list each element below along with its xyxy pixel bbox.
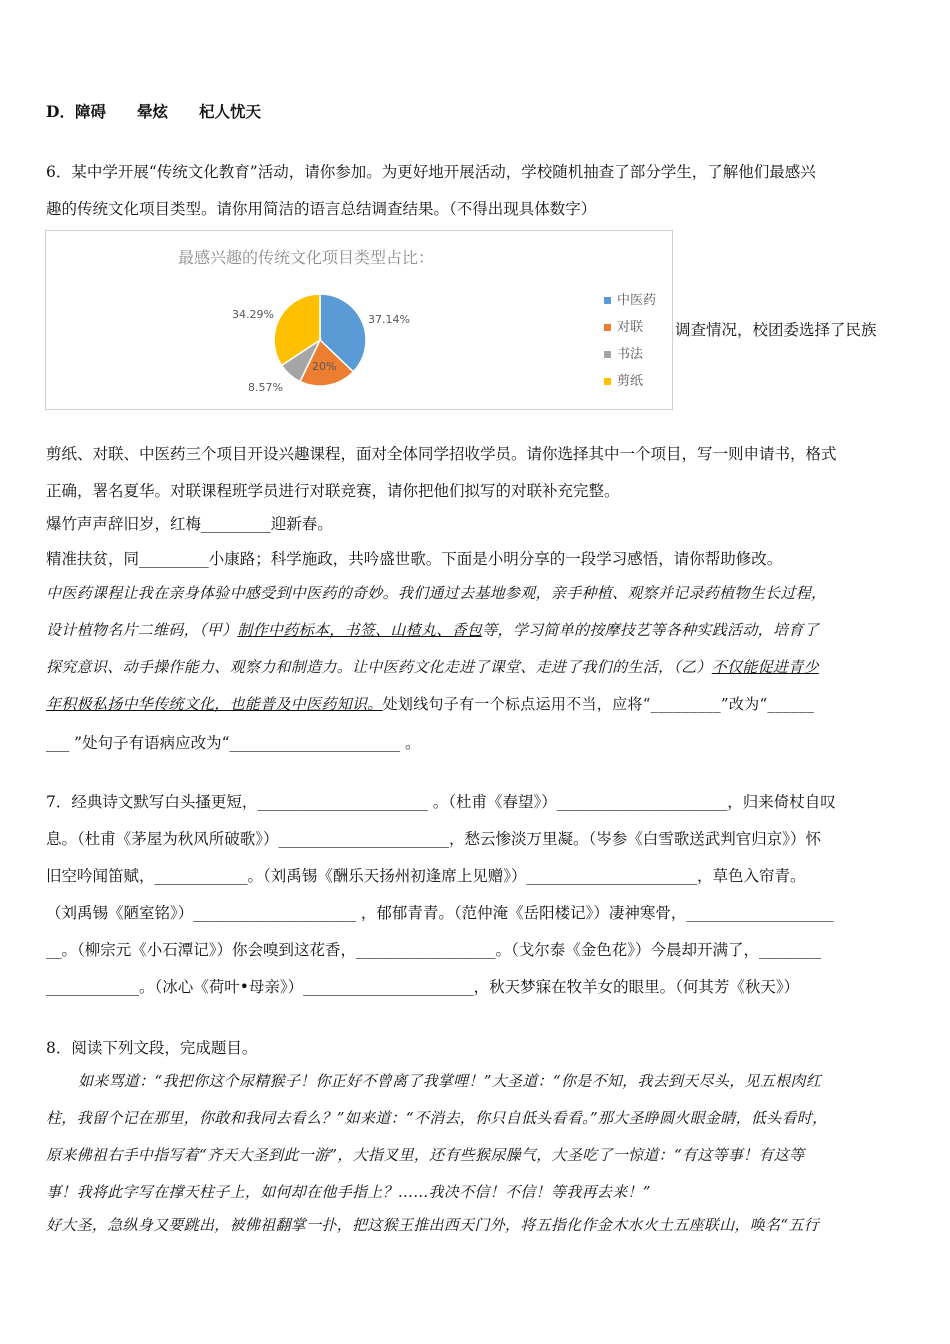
q6-line-1: 6．某中学开展“传统文化教育”活动，请你参加。为更好地开展活动，学校随机抽查了部分学生，了解他们最感兴 bbox=[46, 163, 816, 181]
q7-line-4: （刘禹锡《陋室铭》）_____________________ ，郁郁青青。（范仲淹《岳阳楼记》）凄神寒骨，___________________ bbox=[46, 904, 834, 922]
data-label-zhongyiyao: 37.14% bbox=[368, 313, 410, 326]
underline-yi-1: 不仅能促进青少 bbox=[711, 658, 819, 676]
essay-line-1: 中医药课程让我在亲身体验中感受到中医药的奇妙。我们通过去基地参观，亲手种植、观察并记录药植物生长过程， bbox=[46, 584, 827, 602]
q6-line-3-tail: 调查情况，校团委选择了民族 bbox=[675, 321, 877, 339]
pie-svg bbox=[46, 231, 672, 409]
passage-line-4: 事！我将此字写在撑天柱子上，如何却在他手指上？……我决不信！不信！等我再去来！” bbox=[46, 1183, 651, 1201]
data-label-duilian: 20% bbox=[312, 360, 337, 373]
legend-item-jianzhi: 剪纸 bbox=[604, 370, 643, 389]
data-label-shufa: 8.57% bbox=[248, 381, 283, 394]
q7-line-3: 旧空吟闻笛赋，____________。（刘禹锡《酬乐天扬州初逢席上见赠》）______________________，草色入帘青。 bbox=[46, 867, 806, 885]
q7-line-5: __。（柳宗元《小石潭记》）你会嗅到这花香，__________________。（戈尔泰《金色花》）今晨却开满了，________ bbox=[46, 941, 822, 959]
legend-item-shufa: 书法 bbox=[604, 343, 643, 362]
pie-chart bbox=[45, 230, 673, 410]
q6-line-4: 剪纸、对联、中医药三个项目开设兴趣课程，面对全体同学招收学员。请你选择其中一个项目，写一则申请书，格式 bbox=[46, 445, 837, 463]
underline-yi-2: 年积极私扬中华传统文化，也能普及中医药知识。 bbox=[46, 695, 383, 713]
data-label-jianzhi: 34.29% bbox=[232, 308, 274, 321]
q8-title: 8．阅读下列文段，完成题目。 bbox=[46, 1039, 258, 1057]
essay-line-2: 设计植物名片二维码，（甲）制作中药标本，书签、山楂丸、香包等，学习简单的按摩技艺等各种实践活动，培育了 bbox=[46, 621, 819, 639]
legend-item-zhongyiyao: 中医药 bbox=[604, 289, 656, 308]
couplet-line-2: 精准扶贫，同_________小康路；科学施政，共吟盛世歌。下面是小明分享的一段学习感悟，请你帮助修改。 bbox=[46, 550, 783, 568]
legend-item-duilian: 对联 bbox=[604, 316, 643, 335]
chart-title: 最感兴趣的传统文化项目类型占比： bbox=[177, 248, 434, 267]
essay-line-5: ___ ”处句子有语病应改为“______________________ 。 bbox=[46, 734, 421, 752]
q6-line-5: 正确，署名夏华。对联课程班学员进行对联竞赛，请你把他们拟写的对联补充完整。 bbox=[46, 482, 620, 500]
passage-line-2: 柱，我留个记在那里，你敢和我同去看么？”如来道：“不消去，你只自低头看看。”那大圣睁圆火眼金睛，低头看时， bbox=[46, 1109, 828, 1127]
q7-line-1: 7．经典诗文默写白头搔更短，______________________ 。（杜甫《春望》）______________________，归来倚杖自叹 bbox=[46, 793, 836, 811]
underline-jia: 制作中药标本，书签、山楂丸、香包 bbox=[237, 621, 483, 639]
essay-line-3: 探究意识、动手操作能力、观察力和制造力。让中医药文化走进了课堂、走进了我们的生活，（乙）不仅能促进青少 bbox=[46, 658, 819, 676]
couplet-line-1: 爆竹声声辞旧岁，红梅_________迎新春。 bbox=[46, 515, 333, 533]
passage-line-5: 好大圣，急纵身又要跳出，被佛祖翻掌一扑，把这猴王推出西天门外，将五指化作金木水火土五座联山，唤名“五行 bbox=[46, 1216, 819, 1234]
q7-line-6: ____________。（冰心《荷叶•母亲》）______________________，秋天梦寐在牧羊女的眼里。（何其芳《秋天》） bbox=[46, 978, 800, 996]
q6-line-2: 趣的传统文化项目类型。请你用简洁的语言总结调查结果。（不得出现具体数字） bbox=[46, 200, 597, 218]
option-d: D．障碍 晕炫 杞人忧天 bbox=[46, 102, 261, 121]
q7-line-2: 息。（杜甫《茅屋为秋风所破歌》）______________________，愁云惨淡万里凝。（岑参《白雪歌送武判官归京》）怀 bbox=[46, 830, 822, 848]
essay-line-4: 年积极私扬中华传统文化，也能普及中医药知识。处划线句子有一个标点运用不当，应将“_________”改为“______ bbox=[46, 695, 815, 713]
passage-line-3: 原来佛祖右手中指写着“齐天大圣到此一游”，大指叉里，还有些猴尿臊气，大圣吃了一惊道：“有这等事！有这等 bbox=[46, 1146, 805, 1164]
passage-line-1: 如来骂道：“我把你这个尿精猴子！你正好不曾离了我掌哩！”大圣道：“你是不知，我去到天尽头，见五根肉红 bbox=[78, 1072, 822, 1090]
